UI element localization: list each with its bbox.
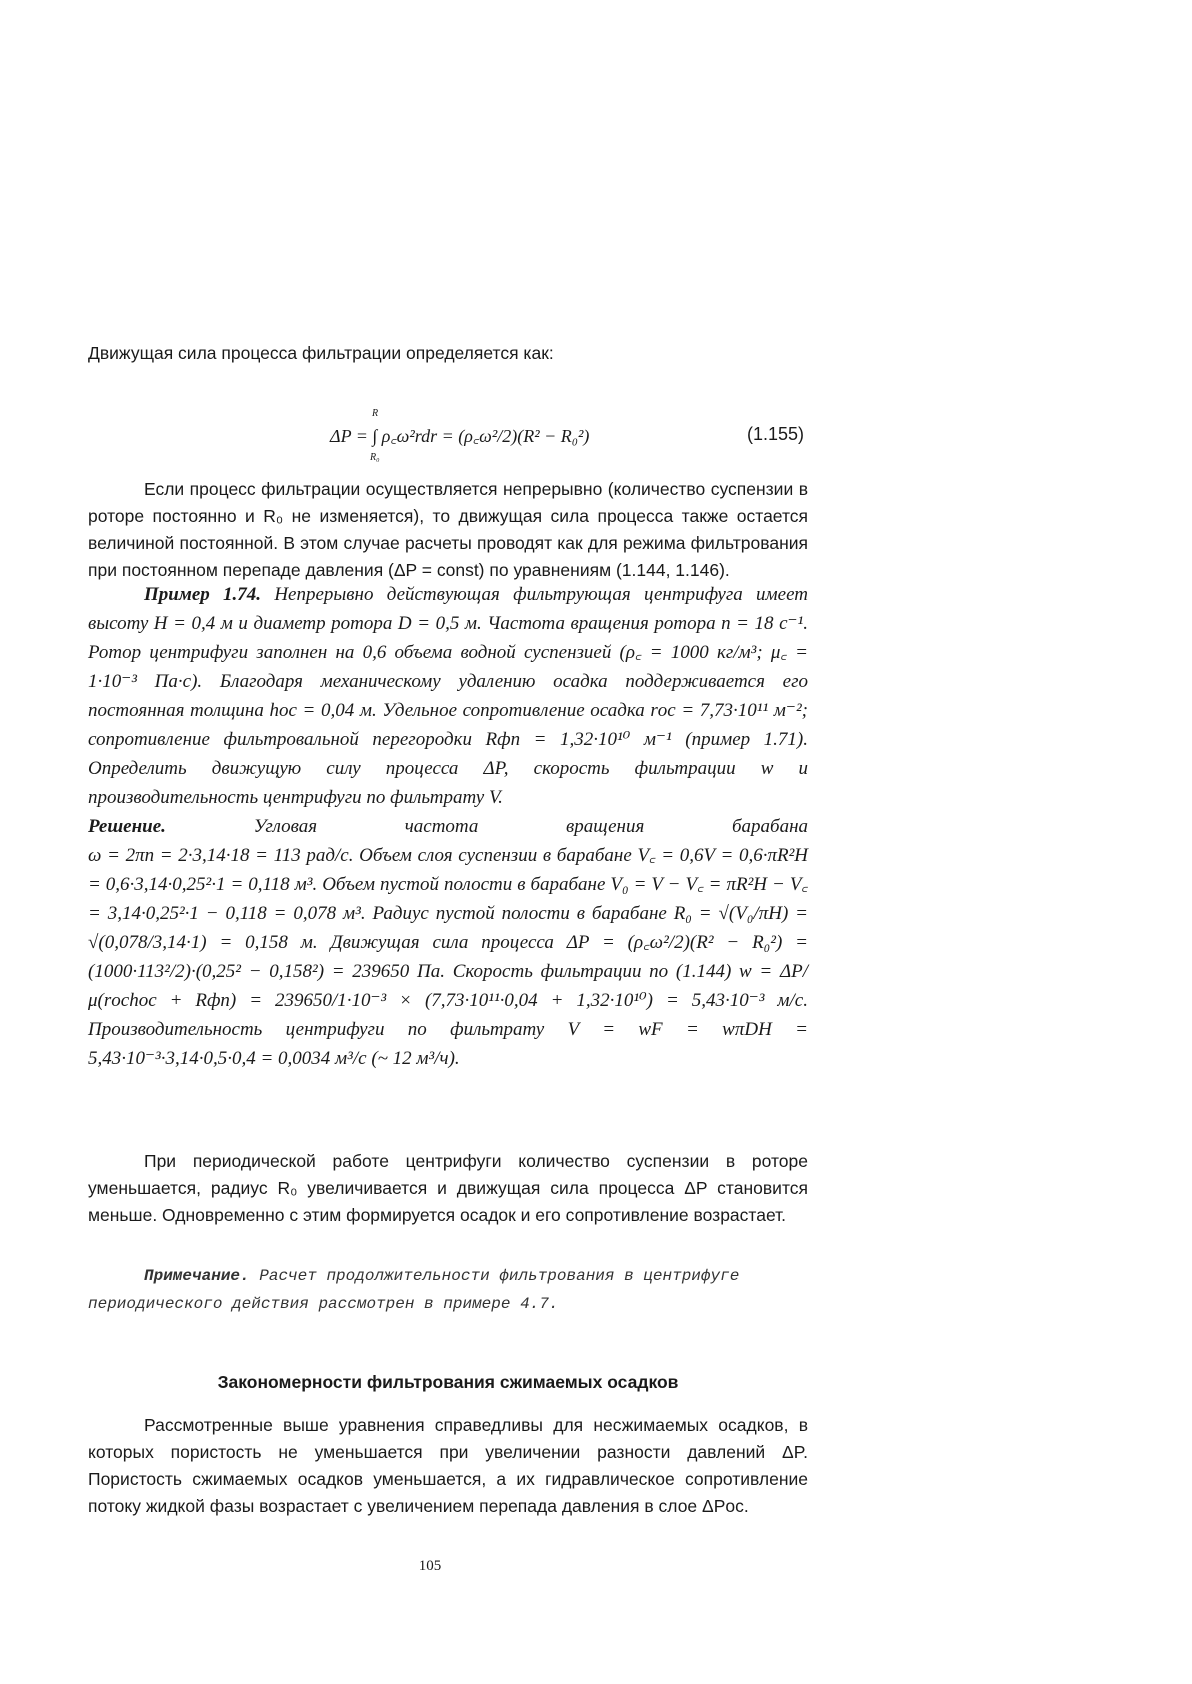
example-1-74 bbox=[88, 580, 808, 812]
intro-line: Движущая сила процесса фильтрации определяется как: bbox=[88, 343, 554, 363]
paragraph-continuous-filtration: Если процесс фильтрации осуществляется непрерывно (количество суспензии в роторе постоянно и R₀ не изменяется), то движущая сила процесса также остается величиной постоянной. В этом случае расчеты проводят как для режима фильтрования при постоянном перепаде давления (ΔP = const) по уравнениям (1.144, 1.146). bbox=[88, 479, 808, 580]
section-heading: Закономерности фильтрования сжимаемых осадков bbox=[217, 1372, 679, 1392]
solution-word-3: вращения bbox=[566, 816, 645, 837]
solution-word-2: частота bbox=[404, 816, 479, 837]
note-block bbox=[88, 1262, 808, 1318]
solution-word-1: Угловая bbox=[253, 816, 318, 837]
integral-upper-limit: R bbox=[372, 408, 379, 419]
page-number: 105 bbox=[418, 1558, 442, 1574]
formula-1-155 bbox=[330, 408, 810, 464]
note-text: Расчет продолжительности фильтрования в центрифуге периодического действия рассмотрен в примере 4.7. bbox=[88, 1267, 740, 1313]
note-label: Примечание. bbox=[144, 1267, 250, 1285]
formula-expression: ΔP = ∫ ρ꜀ω²rdr = (ρ꜀ω²/2)(R² − R₀²) bbox=[330, 426, 590, 446]
paragraph-periodic-operation: При периодической работе центрифуги количество суспензии в роторе уменьшается, радиус R₀ увеличивается и движущая сила процесса ΔP становится меньше. Одновременно с этим формируется осадок и его сопротивление возрастает. bbox=[88, 1151, 808, 1225]
example-label: Пример 1.74. bbox=[144, 584, 262, 605]
paragraph-compressible-sediments: Рассмотренные выше уравнения справедливы для несжимаемых осадков, в которых пористость не уменьшается при увеличении разности давлений ΔP. Пористость сжимаемых осадков уменьшается, а их гидравлическое сопротивление потоку жидкой фазы возрастает с увеличением перепада давления в слое ΔPос. bbox=[88, 1415, 808, 1516]
solution-label: Решение. bbox=[88, 816, 166, 837]
solution-first-line bbox=[88, 812, 808, 841]
formula-number: (1.155) bbox=[746, 424, 804, 444]
solution-block bbox=[88, 812, 808, 1073]
solution-word-4: барабана bbox=[731, 816, 808, 837]
example-text: Непрерывно действующая фильтрующая центрифуга имеет высоту H = 0,4 м и диаметр ротора D = 0,5 м. Частота вращения ротора n = 18 с⁻¹. Ротор центрифуги заполнен на 0,6 объема водной суспензией (ρ꜀ = 1000 кг/м³; μ꜀ = 1·10⁻³ Па·с). Благодаря механическому удалению осадка поддерживается его постоянная толщина hос = 0,04 м. Удельное сопротивление осадка rос = 7,73·10¹¹ м⁻²; сопротивление фильтровальной перегородки Rфп = 1,32·10¹⁰ м⁻¹ (пример 1.71). Определить движущую силу процесса ΔP, скорость фильтрации w и производительность центрифуги по фильтрату V. bbox=[88, 584, 809, 808]
solution-text: ω = 2πn = 2·3,14·18 = 113 рад/с. Объем слоя суспензии в барабане V꜀ = 0,6V = 0,6·πR²H = 0,6·3,14·0,25²·1 = 0,118 м³. Объем пустой полости в барабане V₀ = V − V꜀ = πR²H − V꜀ = 3,14·0,25²·1 − 0,118 = 0,078 м³. Радиус пустой полости в барабане R₀ = √(V₀/πH) = √(0,078/3,14·1) = 0,158 м. Движущая сила процесса ΔP = (ρ꜀ω²/2)(R² − R₀²) = (1000·113²/2)·(0,25² − 0,158²) = 239650 Па. Скорость фильтрации по (1.144) w = ΔP/μ(rосhос + Rфп) = 239650/1·10⁻³ × (7,73·10¹¹·0,04 + 1,32·10¹⁰) = 5,43·10⁻³ м/с. Производительность центрифуги по фильтрату V = wF = wπDH = 5,43·10⁻³·3,14·0,5·0,4 = 0,0034 м³/с (~ 12 м³/ч). bbox=[88, 845, 808, 1069]
integral-lower-limit: R₀ bbox=[370, 452, 380, 463]
